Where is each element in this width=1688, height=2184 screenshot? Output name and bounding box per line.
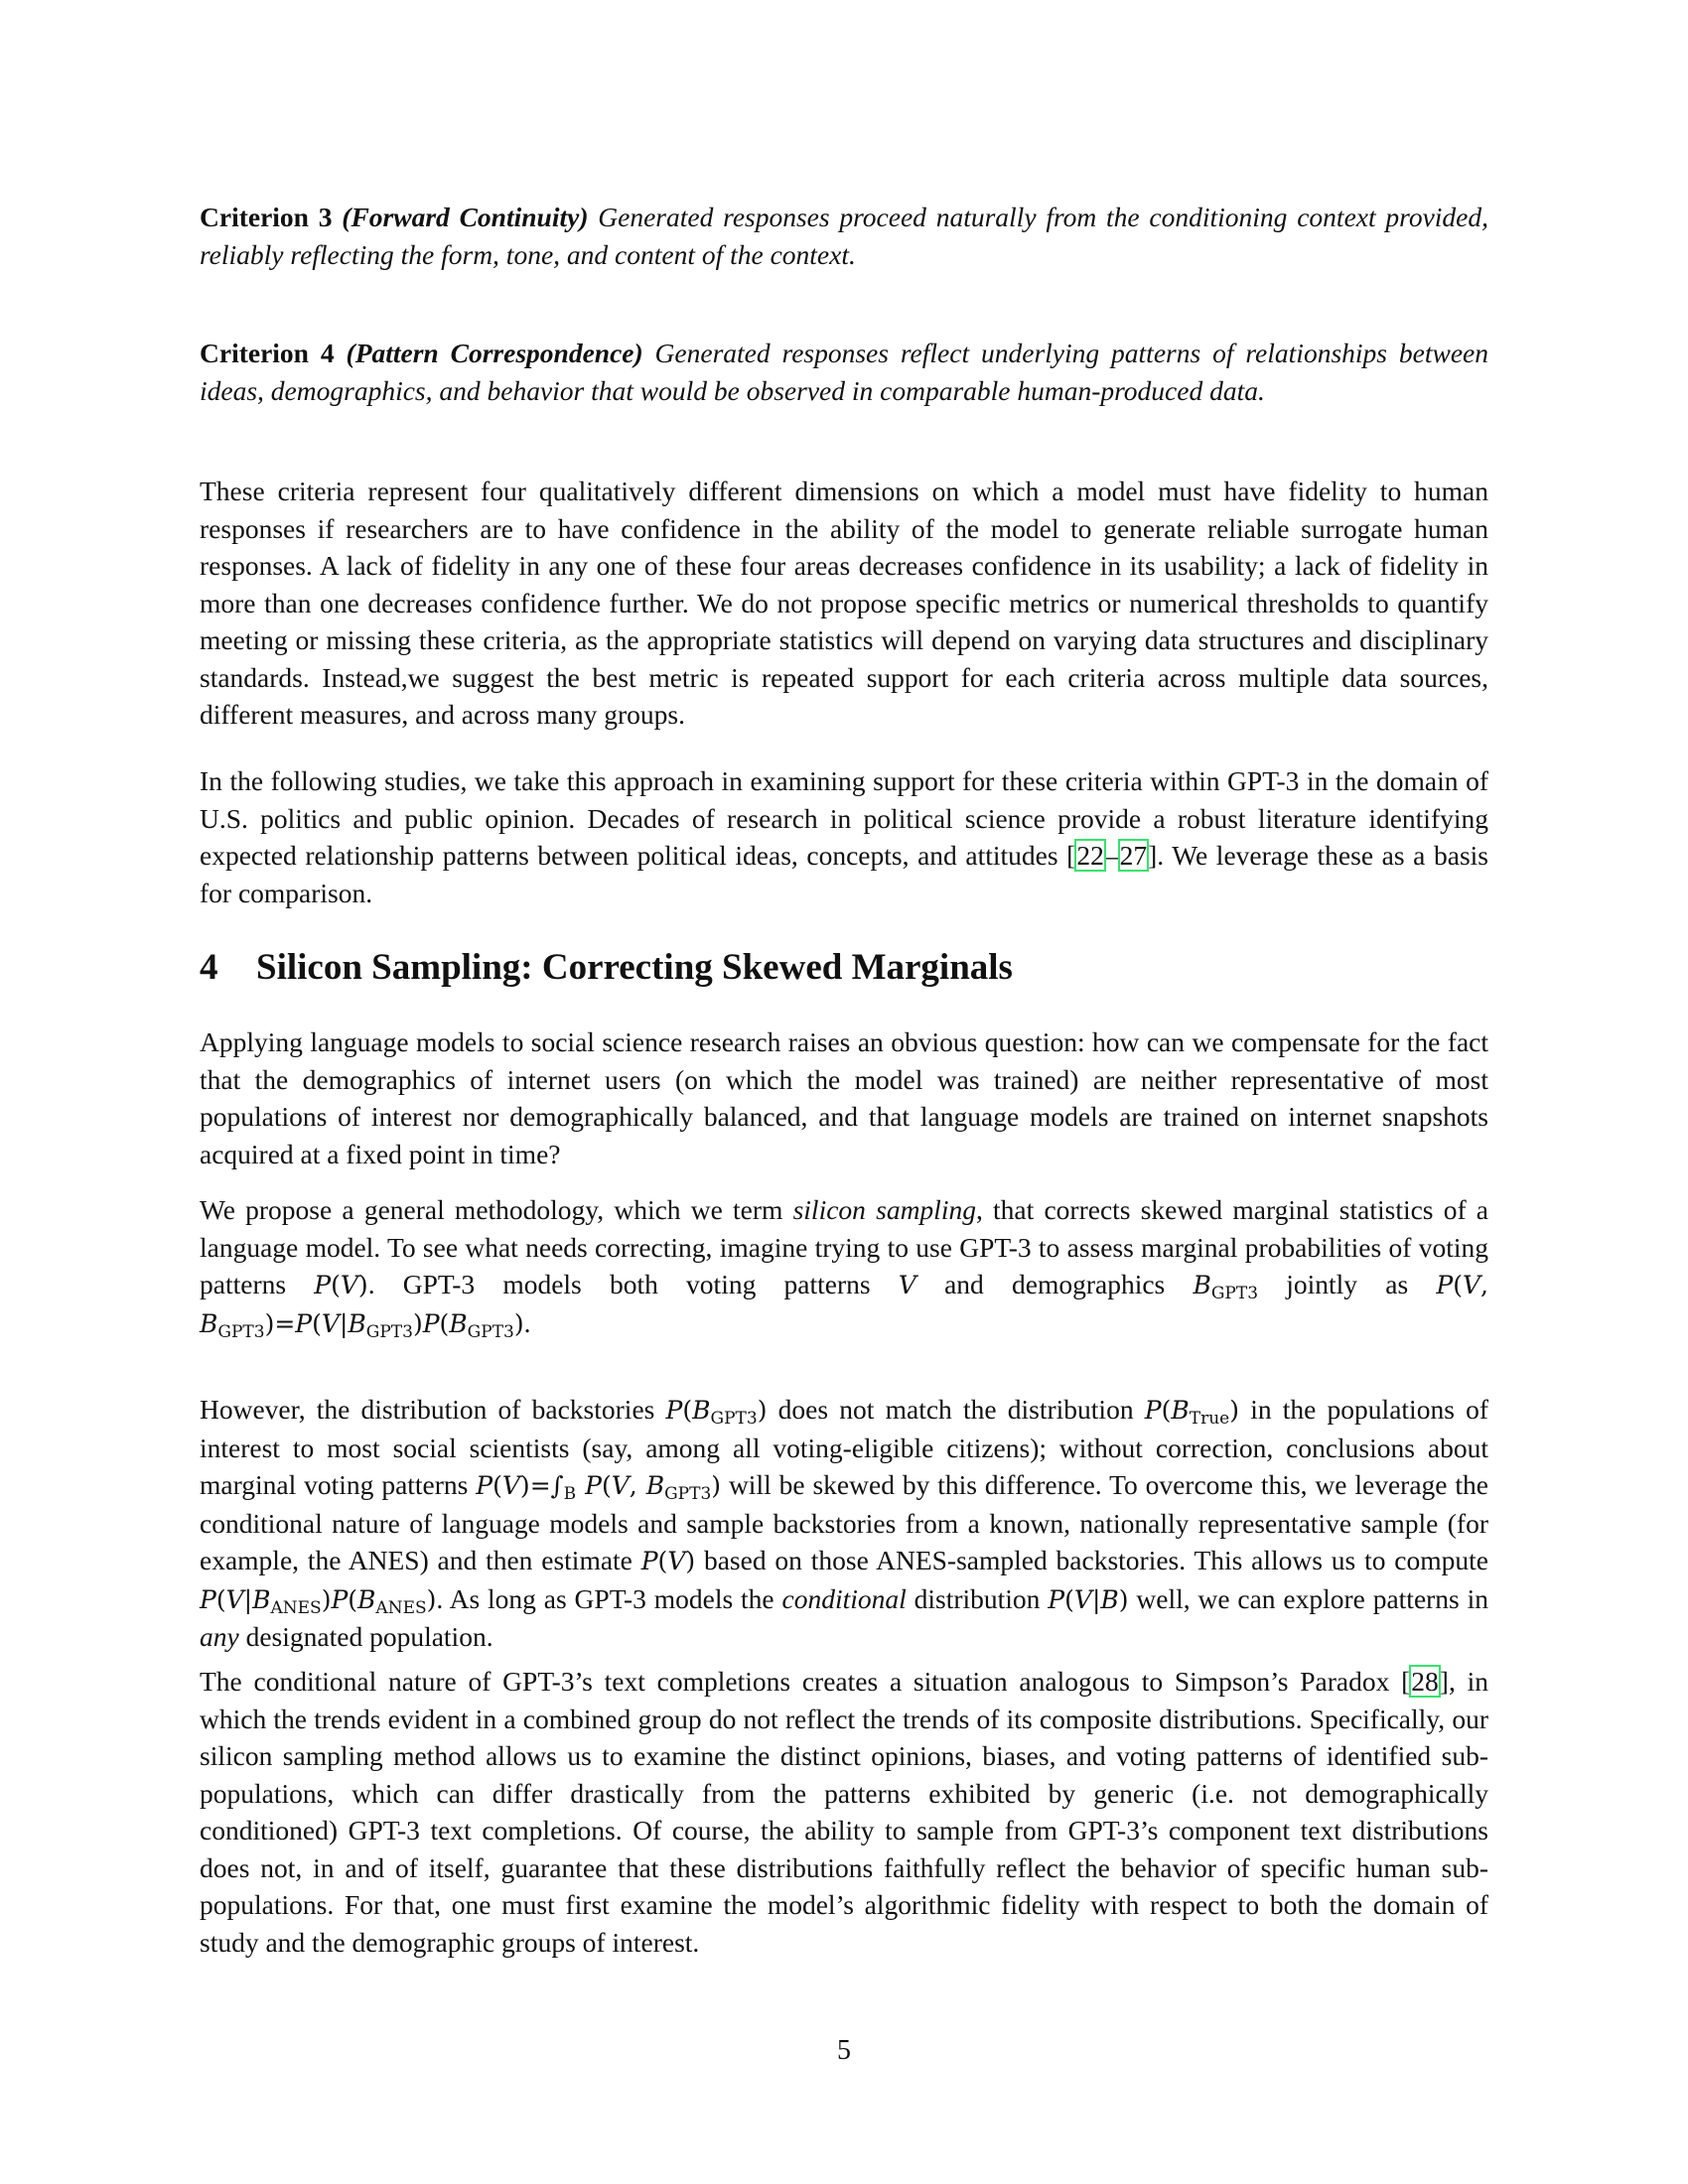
paragraph-text: In the following studies, we take this approach in examining support for these criteria within GPT-3 in the domain of U.S. politics and public opinion. Decades of research in political science provide a robust literature identifying expected relationship patterns between political ideas, concepts, and attitudes [ (200, 765, 1488, 871)
paragraph-text: We propose a general methodology, which we term (200, 1194, 793, 1225)
citation-dash: – (1104, 840, 1119, 871)
paragraph-text: will be skewed by this difference. To overcome this, we leverage the conditional nature of language models and sample backstories from a known, nationally representative sample (for example, the ANES) and then estimate (200, 1469, 1488, 1575)
paragraph-text: . As long as GPT-3 models the (436, 1582, 782, 1614)
paragraph-simpsons-paradox (200, 1663, 1488, 1961)
section-number: 4 (200, 947, 218, 988)
math-expression: P(V, $B_{GPT3})=P(V|B_{GPT3})P(B_{GPT3})$ (200, 1271, 1488, 1342)
paragraph-criteria-summary: These criteria represent four qualitatively different dimensions on which a model must have fidelity to human responses if researchers are to have confidence in the ability of the model to generate reliable surrogate human responses. A lack of fidelity in any one of these four areas decreases confidence in its usability; a lack of fidelity in more than one decreases confidence further. We do not propose specific metrics or numerical thresholds to quantify meeting or missing these criteria, as the appropriate statistics will depend on varying data structures and disciplinary standards. Instead,we suggest the best metric is repeated support for each criteria across multiple data sources, different measures, and across many groups. (200, 476, 1488, 730)
citation-link[interactable]: 22 (1076, 840, 1104, 871)
math-expression: $P(V|B_{ANES})P(B_{ANES})$ (200, 1584, 437, 1618)
math-expression: $B_{GPT3}$ (1193, 1271, 1259, 1303)
criterion-4 (200, 335, 1488, 409)
emphasis-text: any (200, 1621, 239, 1652)
section-heading (200, 945, 1488, 991)
criterion-name: (Forward Continuity) (342, 202, 589, 232)
paragraph-text: jointly as (1258, 1269, 1437, 1299)
criterion-label: Criterion 3 (200, 202, 333, 232)
paragraph-text: distribution (906, 1582, 1049, 1614)
paragraph-text: , that corrects skewed marginal statistics of a language model. To see what needs correcting, imagine trying to use GPT-3 to assess marginal probabilities of voting patterns (200, 1194, 1489, 1299)
paragraph-text: The conditional nature of GPT-3’s text completions creates a situation analogous to Simpson’s Paradox [ (200, 1666, 1411, 1697)
criterion-text: Generated responses proceed naturally from the conditioning context provided, reliably reflecting the form, tone, and content of the context. (200, 202, 1489, 270)
math-expression: $P(B_{GPT3})$ (665, 1396, 768, 1429)
math-expression: $P(V)=\int_B$ P(V, $B_{GPT3}$) (476, 1471, 722, 1504)
criterion-label: Criterion 4 (200, 338, 335, 368)
criterion-name: (Pattern Correspondence) (346, 338, 643, 368)
paragraph-text: . (523, 1306, 531, 1338)
math-expression: P(V) (314, 1271, 368, 1299)
paragraph-text: . GPT-3 models both voting patterns (367, 1269, 899, 1299)
paragraph-approach (200, 762, 1488, 911)
emphasis-text: silicon sampling (792, 1194, 976, 1225)
paragraph-text: designated population. (238, 1621, 493, 1652)
paragraph-text: and demographics (915, 1269, 1194, 1299)
paragraph-backstories (200, 1391, 1488, 1656)
page-number: 5 (837, 2035, 851, 2066)
paragraph-text: does not match the distribution (767, 1394, 1145, 1425)
math-expression: V (898, 1271, 916, 1299)
criterion-3 (200, 199, 1488, 273)
citation-link[interactable]: 28 (1411, 1666, 1439, 1697)
paragraph-question: Applying language models to social science research raises an obvious question: how can we compensate for the fact that the demographics of internet users (on which the model was trained) are neither representative of most populations of interest nor demographically balanced, and that language models are trained on internet snapshots acquired at a fixed point in time? (200, 1026, 1488, 1169)
emphasis-text: conditional (781, 1582, 907, 1614)
paragraph-text: However, the distribution of backstories (200, 1394, 666, 1425)
paragraph-text: based on those ANES-sampled backstories. This allows us to compute (695, 1545, 1488, 1575)
paragraph-text: well, we can explore patterns in (1128, 1582, 1489, 1614)
math-expression: $P(B_{True})$ (1144, 1396, 1239, 1429)
paragraph-text: ], in which the trends evident in a combined group do not reflect the trends of its composite distributions. Specifically, our silicon sampling method allows us to examine the distinct opinions, biases, and voting patterns of identified sub-populations, which can differ drastically from the patterns exhibited by generic (i.e. not demographically conditioned) GPT-3 text completions. Of course, the ability to sample from GPT-3’s component text distributions does not, in and of itself, guarantee that these distributions faithfully reflect the behavior of specific human sub-populations. For that, one must first examine the model’s algorithmic fidelity with respect to both the domain of study and the demographic groups of interest. (200, 1666, 1488, 1958)
paragraph-text: ]. We leverage these as a basis for comparison. (200, 840, 1488, 908)
math-expression: P(V|B) (1048, 1584, 1129, 1614)
paragraph-text: in the populations of interest to most social scientists (say, among all voting-eligible citizens); without correction, conclusions about marginal voting patterns (200, 1394, 1488, 1500)
section-title: Silicon Sampling: Correcting Skewed Marginals (256, 947, 1013, 988)
citation-link[interactable]: 27 (1119, 840, 1148, 871)
criterion-text: Generated responses reflect underlying patterns of relationships between ideas, demographics, and behavior that would be observed in comparable human-produced data. (200, 338, 1488, 406)
paragraph-silicon-sampling (200, 1191, 1488, 1342)
math-expression: P(V) (640, 1547, 696, 1575)
